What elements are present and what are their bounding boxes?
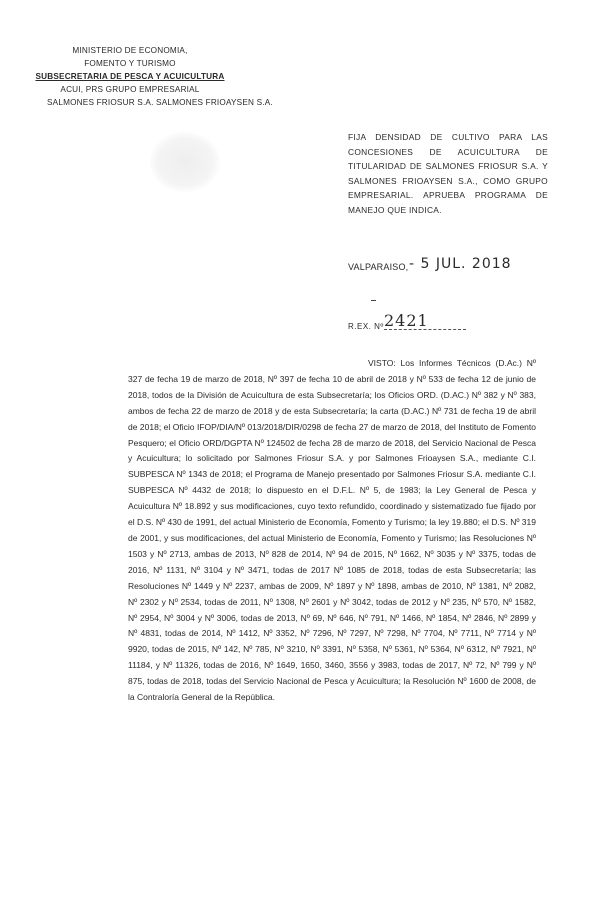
grupo-empresarial-line: ACUI, PRS GRUPO EMPRESARIAL	[60, 85, 200, 94]
faded-seal-stamp	[150, 132, 220, 192]
visto-text: VISTO: Los Informes Técnicos (D.Ac.) Nº 327 de fecha 19 de marzo de 2018, Nº 397 de fecha 10 de abril de 2018 y Nº 533 de fecha 12 de junio de 2018, todos de la División de Acuicultura de esta Subsecretaría; los Oficios ORD. (D.AC.) Nº 382 y Nº 383, ambos de fecha 22 de marzo de 2018 y de esta Subsecretaría; la carta (D.AC.) Nº 731 de fecha 19 de abril de 2018; el Oficio IFOP/DIA/Nº 013/2018/DIR/0298 de fecha 27 de marzo de 2018, del Instituto de Fomento Pesquero; el Oficio ORD/DGPTA Nº 124502 de fecha 28 de marzo de 2018, del Servicio Nacional de Pesca y Acuicultura; lo solicitado por Salmones Friosur S.A. y por Salmones Frioaysen S.A., mediante C.I. SUBPESCA Nº 1343 de 2018; el Programa de Manejo presentado por Salmones Friosur S.A. mediante C.I. SUBPESCA Nº 4432 de 2018; lo dispuesto en el D.F.L. Nº 5, de 1983; la Ley General de Pesca y Acuicultura Nº 18.892 y sus modificaciones, cuyo texto refundido, coordinado y sistematizado fue fijado por el D.S. Nº 430 de 1991, del actual Ministerio de Economía, Fomento y Turismo; la ley 19.880; el D.S. Nº 319 de 2001, y sus modificaciones, del actual Ministerio de Economía, Fomento y Turismo; las Resoluciones Nº 1503 y Nº 2713, ambas de 2013, Nº 828 de 2014, Nº 94 de 2015, Nº 1662, Nº 3035 y Nº 3375, todas de 2016, Nº 1131, Nº 3104 y Nº 3471, todas de 2017 Nº 1085 de 2018, todas de esta Subsecretaría; las Resoluciones Nº 1449 y Nº 2237, ambas de 2009, Nº 1897 y Nº 1898, ambas de 2010, Nº 1381, Nº 2082, Nº 2302 y Nº 2534, todas de 2011, Nº 1308, Nº 2601 y Nº 3042, todas de 2012 y Nº 235, Nº 570, Nº 1582, Nº 2954, Nº 3004 y Nº 3006, todas de 2013, Nº 69, Nº 646, Nº 791, Nº 1466, Nº 1854, Nº 2846, Nº 2899 y Nº 4831, todas de 2014, Nº 1412, Nº 3352, Nº 7296, Nº 7297, Nº 7298, Nº 7704, Nº 7711, Nº 7714 y Nº 9920, todas de 2015, Nº 142, Nº 785, Nº 3210, Nº 3391, Nº 5358, Nº 5361, Nº 5364, Nº 6312, Nº 7921, Nº 11184, y Nº 11326, todas de 2016, Nº 1649, 1650, 3460, 3556 y 3983, todas de 2017, Nº 72, Nº 799 y Nº 875, todas de 2018, todas del Servicio Nacional de Pesca y Acuicultura; la Resolución Nº 1600 de 2008, de la Contraloría General de la República.	[128, 358, 536, 703]
ministry-line-1: MINISTERIO DE ECONOMIA,	[72, 46, 188, 55]
place-label: VALPARAISO,	[348, 262, 409, 272]
empresas-line: SALMONES FRIOSUR S.A. SALMONES FRIOAYSEN S.A.	[47, 98, 273, 107]
subsecretaria-heading	[0, 72, 260, 81]
resolution-summary: FIJA DENSIDAD DE CULTIVO PARA LAS CONCESIONES DE ACUICULTURA DE TITULARIDAD DE SALMONES FRIOSUR S.A. Y SALMONES FRIOAYSEN S.A., COMO GRUPO EMPRESARIAL. APRUEBA PROGRAMA DE MANEJO QUE INDICA.	[348, 132, 548, 215]
subsecretaria-name: SUBSECRETARIA DE PESCA Y ACUICULTURA	[35, 72, 225, 81]
ministry-line-2: FOMENTO Y TURISMO	[84, 59, 176, 68]
resolution-number: 2421	[384, 311, 429, 330]
visto-paragraph	[128, 356, 536, 706]
resolution-date: - 5 JUL. 2018	[409, 256, 512, 272]
resolution-number-underline	[384, 329, 466, 330]
number-dash-mark	[371, 300, 376, 301]
resolution-number-label: R.EX. Nº	[348, 322, 384, 331]
